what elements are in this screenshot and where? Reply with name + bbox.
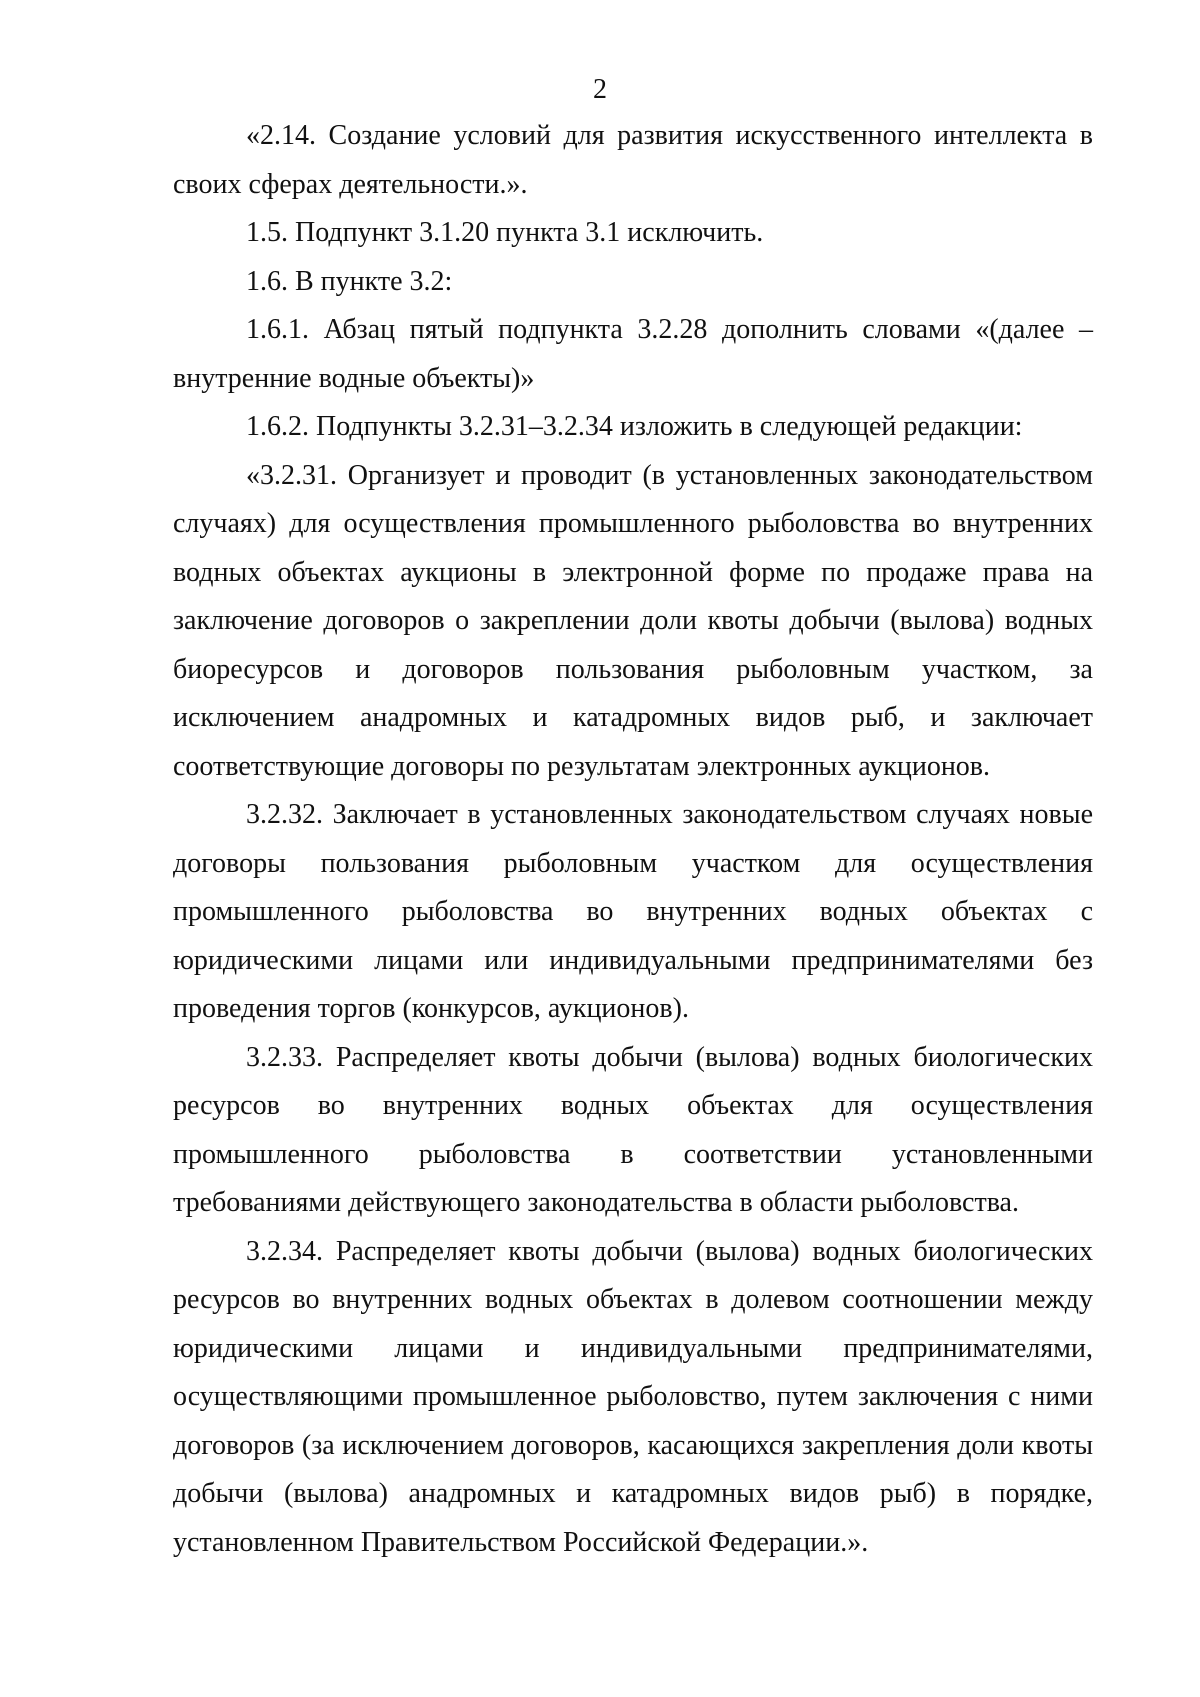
document-body xyxy=(173,112,1093,1567)
text-line: юридическими лицами и индивидуальными предпринимателями, xyxy=(173,1332,1093,1364)
paragraph-3-2-31 xyxy=(173,452,1093,792)
text-line: «2.14. Создание условий для развития искусственного интеллекта xyxy=(246,120,1068,151)
paragraph-2-14 xyxy=(173,112,1093,209)
paragraph-3-2-32 xyxy=(173,791,1093,1034)
text-line: водных объектах аукционы в электронной форме по продаже права xyxy=(173,556,1050,588)
paragraph-1-5 xyxy=(173,209,1093,258)
text-line: «(далее – внутренние водные объекты)» xyxy=(173,314,1093,394)
text-line: 3.2.32. Заключает в установленных законодательством случаях новые xyxy=(246,799,1093,830)
text-line: с юридическими лицами или индивидуальными предпринимателями xyxy=(173,896,1094,976)
text-line: за исключением анадромных и катадромных видов рыб, и заключает xyxy=(173,653,1093,733)
text-line: установленном Правительством Российской Федерации.». xyxy=(173,1526,869,1558)
text-line: 1.6. В пункте 3.2: xyxy=(246,265,453,297)
text-line: квоты добычи (вылова) анадромных и катадромных видов рыб) в порядке, xyxy=(173,1429,1093,1509)
paragraph-3-2-33 xyxy=(173,1034,1093,1228)
text-line: соответствующие договоры по результатам электронных аукционов. xyxy=(173,750,991,782)
text-line: промышленного рыболовства в соответствии установленными xyxy=(173,1138,1093,1170)
text-line: договоров (за исключением договоров, касающихся закрепления доли xyxy=(173,1429,1015,1461)
text-line: ресурсов во внутренних водных объектах для осуществления xyxy=(173,1090,1093,1121)
text-line: на заключение договоров о закреплении доли квоты добычи (вылова) xyxy=(173,556,1093,636)
text-line: 1.5. Подпункт 3.1.20 пункта 3.1 исключить. xyxy=(246,217,764,248)
text-line: случаях) для осуществления промышленного рыболовства во внутренних xyxy=(173,508,1093,539)
text-line: водных биоресурсов и договоров пользования рыболовным участком, xyxy=(173,605,1093,685)
text-line: 1.6.1. Абзац пятый подпункта 3.2.28 дополнить словами xyxy=(246,314,961,345)
text-line: без проведения торгов (конкурсов, аукционов). xyxy=(173,944,1094,1024)
text-line: требованиями действующего законодательства в области рыболовства. xyxy=(173,1187,1019,1218)
text-line: «3.2.31. Организует и проводит (в установленных законодательством xyxy=(246,459,1093,491)
text-line: промышленного рыболовства во внутренних водных объектах xyxy=(173,896,1048,927)
text-line: осуществляющими промышленное рыболовство, путем заключения с ними xyxy=(173,1381,1093,1412)
paragraph-1-6-1 xyxy=(173,306,1093,403)
text-line: 1.6.2. Подпункты 3.2.31–3.2.34 изложить в следующей редакции: xyxy=(246,411,1023,442)
paragraph-1-6 xyxy=(173,258,1093,307)
paragraph-1-6-2 xyxy=(173,403,1093,452)
text-line: 3.2.34. Распределяет квоты добычи (вылова) водных биологических xyxy=(246,1235,1093,1267)
paragraph-3-2-34 xyxy=(173,1228,1093,1568)
text-line: в своих сферах деятельности.». xyxy=(173,120,1094,200)
text-line: договоры пользования рыболовным участком для осуществления xyxy=(173,847,1093,879)
page-number: 2 xyxy=(593,74,607,105)
text-line: ресурсов во внутренних водных объектах в долевом соотношении между xyxy=(173,1284,1093,1315)
text-line: 3.2.33. Распределяет квоты добычи (вылова) водных биологических xyxy=(246,1041,1093,1073)
